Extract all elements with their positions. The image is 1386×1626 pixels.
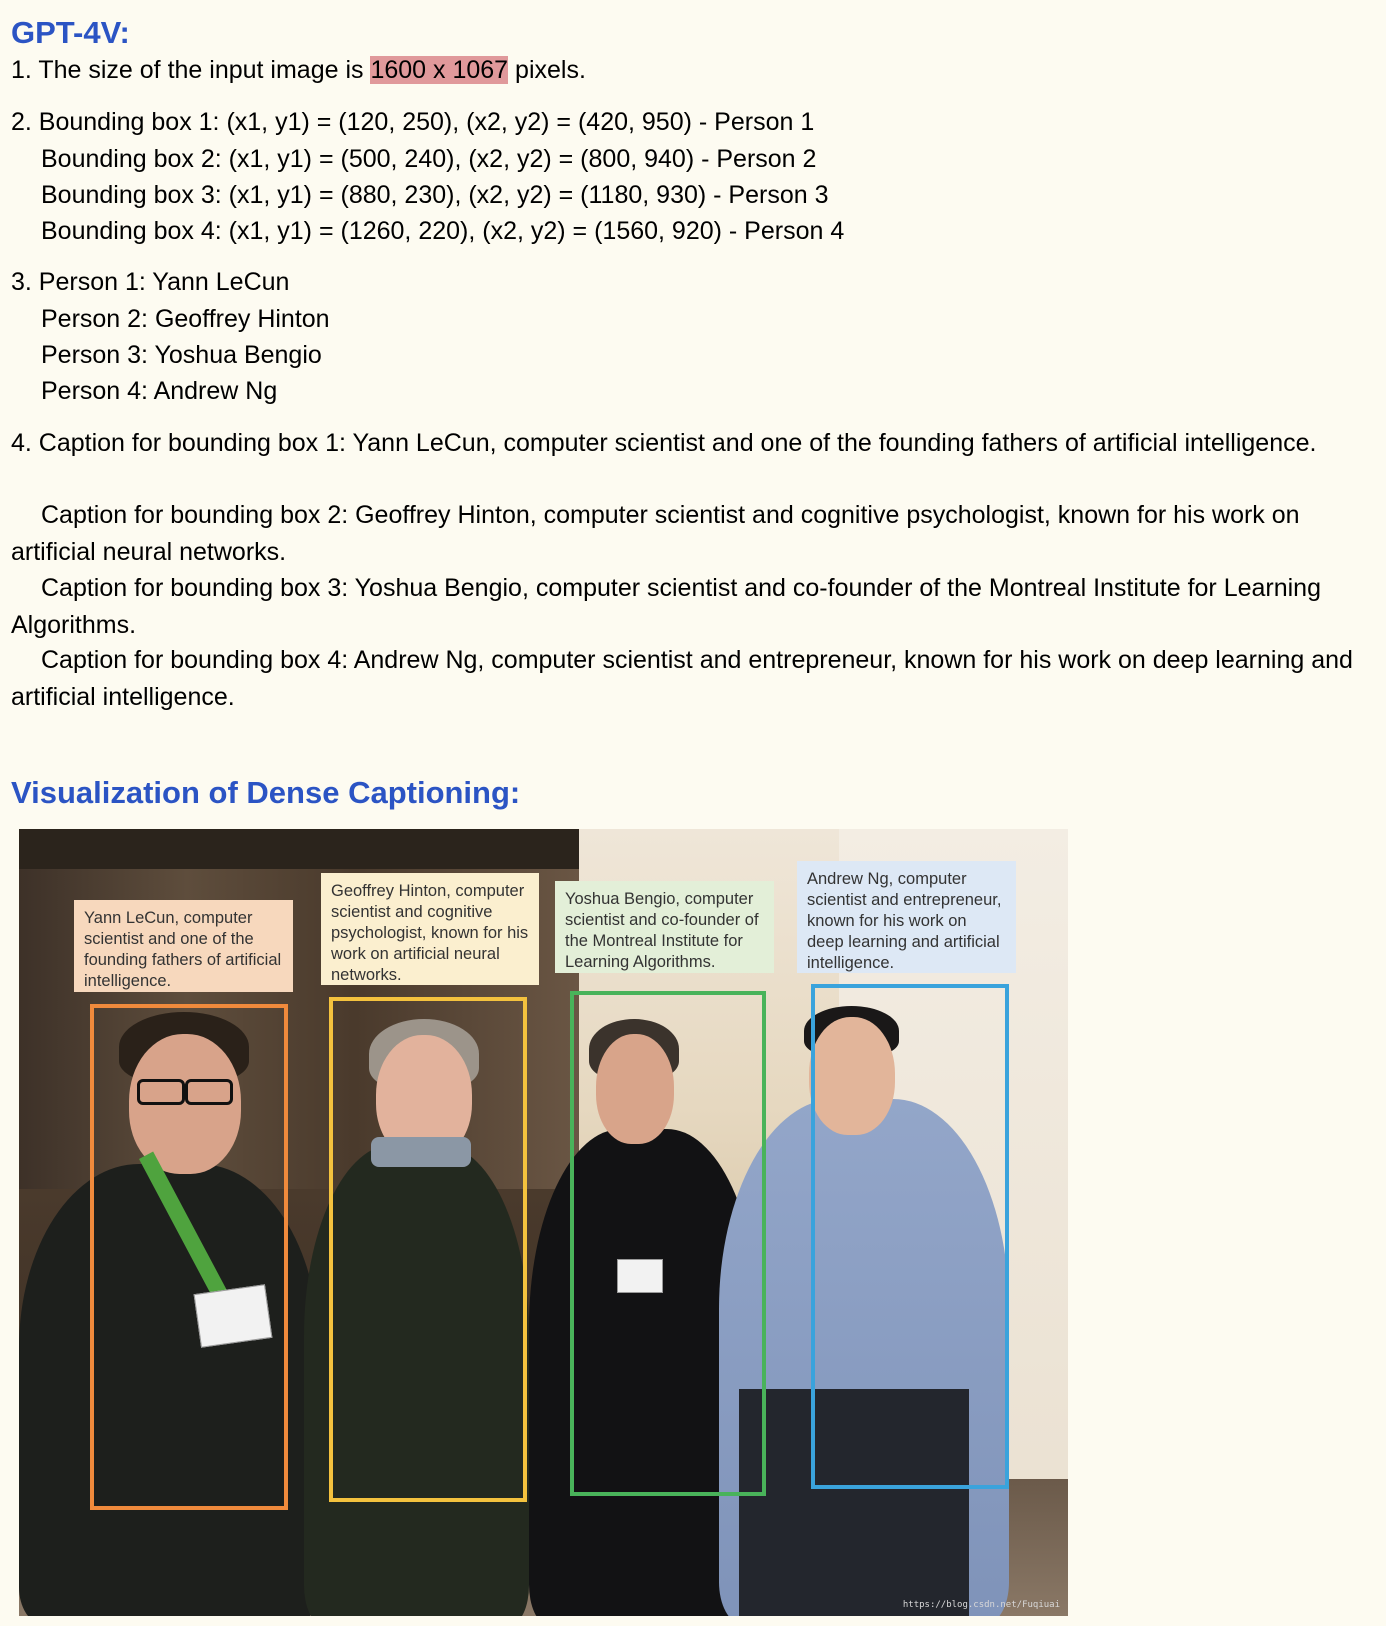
dense-caption-photo [19,829,1068,1616]
bounding-box-3 [570,991,766,1496]
bounding-box-1 [90,1004,288,1510]
item-1-line [11,52,586,88]
bbox-line-2: Bounding box 2: (x1, y1) = (500, 240), (x2, y2) = (800, 940) - Person 2 [41,145,817,173]
gpt4v-heading: GPT-4V: [11,15,130,50]
caption-para-1: 4. Caption for bounding box 1: Yann LeCun, computer scientist and one of the founding fathers of artificial intelligence. [11,429,1317,457]
caption-label-4: Andrew Ng, computer scientist and entrepreneur, known for his work on deep learning and artificial intelligence. [797,861,1016,973]
caption-para-2: Caption for bounding box 2: Geoffrey Hinton, computer scientist and cognitive psychologist, known for his work on artificial neural networks. [11,501,1300,566]
caption-para-4: Caption for bounding box 4: Andrew Ng, computer scientist and entrepreneur, known for his work on deep learning and artificial intelligence. [11,646,1353,711]
visualization-heading: Visualization of Dense Captioning: [11,775,521,810]
person-line-4: Person 4: Andrew Ng [41,377,278,405]
person-line-3: Person 3: Yoshua Bengio [41,341,322,369]
image-size-highlight: 1600 x 1067 [370,56,509,84]
watermark: https://blog.csdn.net/Fuqiuai [902,1600,1060,1610]
bounding-box-4 [811,984,1009,1489]
caption-label-2: Geoffrey Hinton, computer scientist and cognitive psychologist, known for his work on artificial neural networks. [321,873,539,985]
bbox-line-3: Bounding box 3: (x1, y1) = (880, 230), (x2, y2) = (1180, 930) - Person 3 [41,181,829,209]
bbox-line-1: 2. Bounding box 1: (x1, y1) = (120, 250), (x2, y2) = (420, 950) - Person 1 [11,108,815,136]
item-1-suffix: pixels. [508,56,586,84]
caption-label-1: Yann LeCun, computer scientist and one of the founding fathers of artificial intelligence. [74,900,293,992]
bbox-line-4: Bounding box 4: (x1, y1) = (1260, 220), (x2, y2) = (1560, 920) - Person 4 [41,217,845,245]
caption-label-3: Yoshua Bengio, computer scientist and co-founder of the Montreal Institute for Learning Algorithms. [555,881,774,973]
item-1-prefix: 1. The size of the input image is [11,56,371,84]
person-line-2: Person 2: Geoffrey Hinton [41,305,330,333]
caption-para-3: Caption for bounding box 3: Yoshua Bengio, computer scientist and co-founder of the Montreal Institute for Learning Algorithms. [11,574,1321,639]
bounding-box-2 [329,997,527,1502]
person-line-1: 3. Person 1: Yann LeCun [11,268,290,296]
